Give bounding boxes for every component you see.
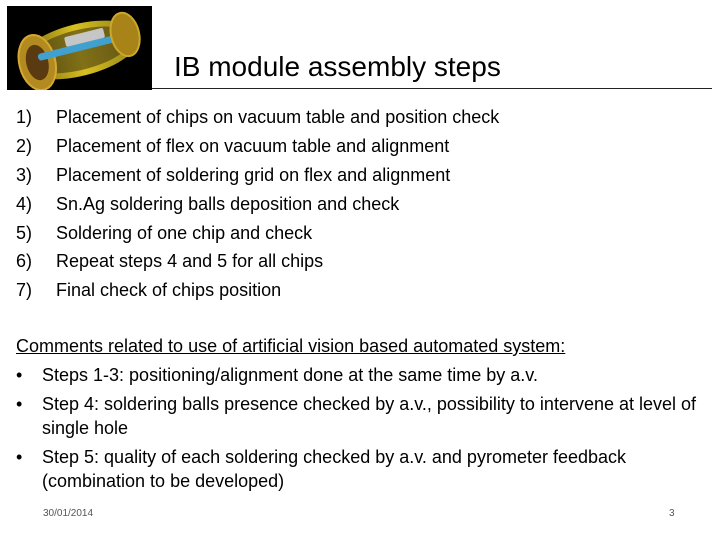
comment-text: Steps 1-3: positioning/alignment done at the same time by a.v.	[42, 365, 538, 385]
step-text: Repeat steps 4 and 5 for all chips	[56, 251, 324, 272]
comment-text: Step 5: quality of each soldering checked by a.v. and pyrometer feedback (combination to be developed)	[42, 447, 627, 491]
bullet-icon: •	[16, 447, 23, 467]
page-number: 3	[669, 508, 675, 519]
comments-section	[16, 334, 706, 493]
step-number: 3)	[16, 164, 33, 185]
comment-text: Step 4: soldering balls presence checked by a.v., possibility to intervene at level of single hole	[42, 394, 697, 438]
detector-barrel-graphic	[7, 6, 152, 90]
step-number: 5)	[16, 222, 33, 243]
list-item	[16, 392, 706, 440]
bullet-icon: •	[16, 394, 23, 414]
step-number: 4)	[16, 193, 33, 214]
footer-date: 30/01/2014	[43, 508, 94, 519]
list-item	[16, 445, 706, 493]
step-text: Placement of soldering grid on flex and alignment	[56, 164, 451, 185]
step-number: 1)	[16, 107, 33, 127]
step-number: 2)	[16, 135, 33, 156]
step-text: Sn.Ag soldering balls deposition and check	[56, 193, 400, 214]
detector-barrel-icon	[7, 6, 152, 90]
title-divider	[152, 88, 712, 89]
step-text: Soldering of one chip and check	[56, 222, 313, 243]
step-number: 6)	[16, 251, 33, 272]
bullet-icon: •	[16, 365, 23, 385]
comments-heading: Comments related to use of artificial vision based automated system:	[16, 336, 566, 356]
slide-title: IB module assembly steps	[174, 51, 501, 82]
step-text: Final check of chips position	[56, 280, 282, 301]
step-number: 7)	[16, 280, 33, 301]
step-text: Placement of flex on vacuum table and alignment	[56, 135, 450, 156]
comments-list	[16, 363, 706, 493]
list-item	[16, 363, 706, 387]
step-text: Placement of chips on vacuum table and position check	[56, 107, 500, 127]
